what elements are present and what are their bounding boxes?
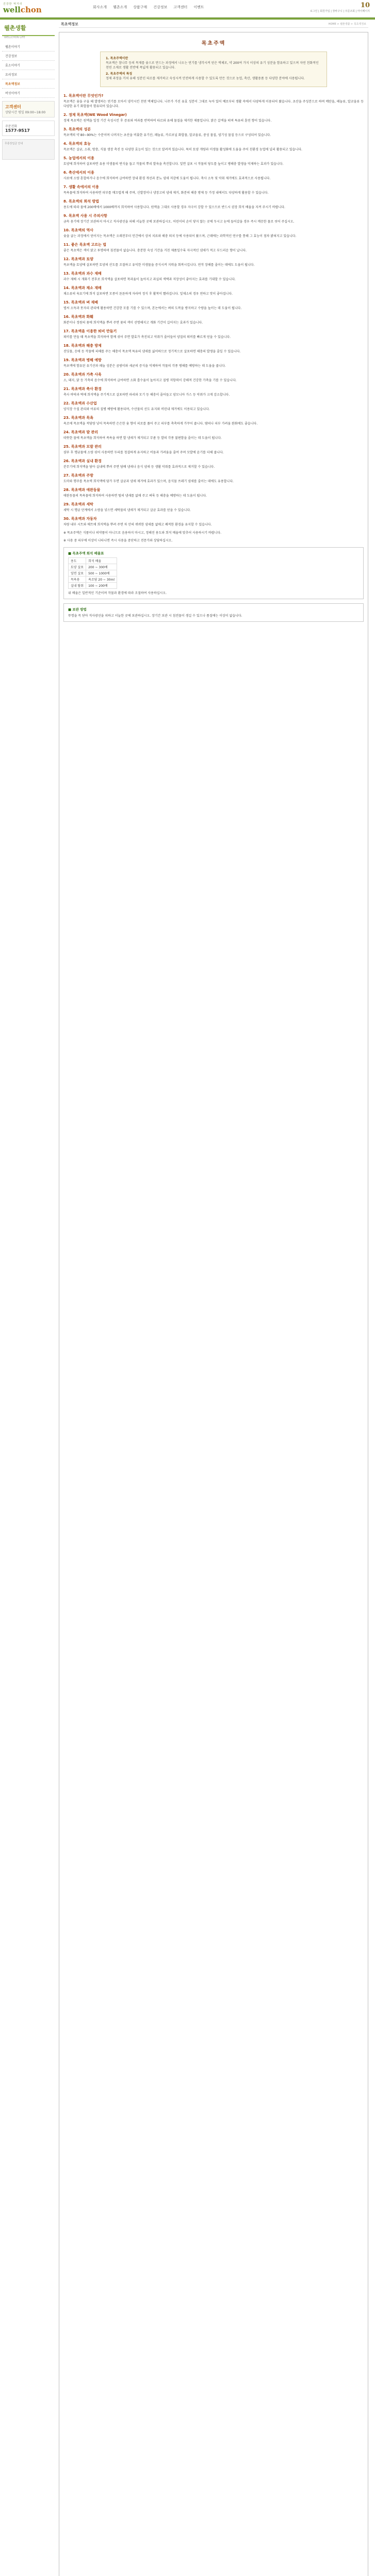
section-heading: 18. 목초액과 해충 방제: [63, 344, 102, 348]
section-text: 화분이나 정원의 꽃에 희석액을 뿌려 주면 꽃의 색이 선명해지고 개화 기간이 길어지는 효과가 있습니다.: [63, 321, 203, 325]
article-section: [63, 93, 364, 109]
main-content: [59, 21, 368, 618]
section-heading: 3. 목초액의 성분: [63, 127, 91, 131]
article-section: [63, 156, 364, 166]
section-text: 진딧물, 응애 등 작물에 피해를 주는 해충이 목초액 특유의 냄새를 싫어하므로 정기적으로 살포하면 해충의 발생을 줄일 수 있습니다.: [63, 350, 241, 353]
article-section: [63, 141, 364, 152]
section-text: 욕조에 목초액을 적당량 넣어 목욕하면 은은한 숯 향이 피로를 풀어 주고 피부를 촉촉하게 가꾸어 줍니다. 땀띠나 피부 가려움 완화에도 좋습니다.: [63, 422, 258, 426]
topnav-item-event[interactable]: 이벤트: [193, 5, 204, 9]
intro-box: [100, 52, 327, 87]
top-nav: [93, 5, 204, 10]
article-section: [63, 487, 364, 498]
site-logo[interactable]: [3, 2, 43, 15]
table-cell: 욕조당 20 ~ 30ml: [86, 577, 117, 583]
section-heading: 19. 목초액과 병해 예방: [63, 358, 102, 362]
sidebar-item-story[interactable]: 웰촌이야기: [2, 42, 55, 52]
section-text: 목욕물에 희석하여 사용하면 피부를 매끄럽게 해 주며, 신발장이나 냉장고의 냄새 제거, 화분의 해충 방제 등 가정 내에서도 다양하게 활용할 수 있습니다.: [63, 191, 269, 195]
article-box: [59, 32, 368, 2576]
top-right: [310, 2, 370, 13]
table-cell: 잎면 살포: [69, 570, 86, 577]
topnav-item-health[interactable]: 건강정보: [153, 5, 168, 9]
section-heading: 21. 목초액과 축사 환경: [63, 387, 102, 391]
article-tables: [63, 547, 364, 622]
page-title: 목초액정보: [61, 22, 78, 26]
intro-paragraph: [106, 56, 321, 70]
table-cell: 용도: [69, 558, 86, 564]
section-heading: 25. 목초액과 모발 관리: [63, 445, 102, 449]
top-links[interactable]: 로그인 | 회원가입 | 장바구니 | 주문조회 | 마이페이지: [309, 10, 370, 13]
article-section: [63, 271, 364, 282]
section-heading: 9. 목초액 사용 시 주의사항: [63, 214, 107, 218]
table-row: [69, 558, 117, 564]
table-row: [69, 570, 117, 577]
section-text: 금속 용기에 장기간 보관하지 마시고 직사광선을 피해 서늘한 곳에 보관하십시오. 어린이의 손이 닿지 않는 곳에 두시고 눈에 들어갔을 경우 즉시 깨끗한 물로 씻어 주십시오.: [63, 220, 295, 224]
article-section: [63, 213, 364, 224]
topnav-item-support[interactable]: 고객센터: [173, 5, 188, 9]
section-heading: 22. 목초액과 수산업: [63, 401, 97, 405]
info-box: [63, 603, 364, 622]
section-heading: 12. 목초액과 토양: [63, 257, 93, 261]
logo-tagline: 건강한 먹거리: [3, 3, 23, 6]
article-section: [63, 473, 364, 484]
section-text: 샴푸 후 헹굼물에 소량 섞어 사용하면 두피를 청결하게 유지하고 비듬과 가려움을 줄여 주며 모발에 윤기를 더해 줍니다.: [63, 451, 224, 454]
article-section: [63, 329, 364, 340]
article-section: [63, 343, 364, 354]
article-section: [63, 358, 364, 368]
sidebar-item-wood-vinegar[interactable]: 목초액정보: [2, 79, 55, 89]
section-heading: 23. 목초액과 목욕: [63, 416, 93, 420]
section-heading: 27. 목초액과 주방: [63, 473, 93, 478]
section-text: 토양에 희석하여 살포하면 유용 미생물의 번식을 돕고 작물의 뿌리 발육을 촉진합니다. 잎면 살포 시 작물의 당도를 높이고 병해충 발생을 억제하는 효과가 있습니다.: [63, 162, 284, 166]
phone-box: [2, 121, 55, 136]
table-row: [69, 564, 117, 570]
customer-center-banner[interactable]: [2, 101, 55, 117]
intro-heading: 1. 목초주액이란: [106, 57, 128, 60]
section-heading: 1. 목초액이란 무엇인가?: [63, 94, 104, 98]
article-section: [63, 242, 364, 253]
section-text: 도마와 행주를 목초액 희석액에 담가 두면 살균과 냄새 제거에 효과가 있으며, 음식물 쓰레기 냄새를 줄이는 데에도 유용합니다.: [63, 480, 234, 483]
section-heading: 10. 목초액의 역사: [63, 228, 93, 232]
sidebar-subtitle: WELLCHON LIFE: [4, 36, 25, 39]
intro-paragraph: [106, 72, 321, 81]
sidebar-item-enzyme[interactable]: 효소이야기: [2, 61, 55, 70]
anniversary-badge: 10: [360, 2, 370, 9]
logo-wordmark: [3, 6, 43, 14]
section-text: 사료에 소량 혼합하거나 음수에 희석하여 급여하면 장내 환경 개선과 분뇨 냄새 저감에 도움이 됩니다. 축사 소독 및 악취 제거에도 효과적으로 사용됩니다.: [63, 177, 271, 180]
article-section: [63, 127, 364, 138]
section-text: 퇴비를 만들 때 목초액을 희석하여 함께 섞어 주면 발효가 촉진되고 악취가 줄어들어 양질의 퇴비를 빠르게 얻을 수 있습니다.: [63, 335, 231, 339]
section-text: 소, 돼지, 닭 등 가축의 음수에 희석하여 급여하면 소화 흡수율이 높아지고 질병 저항력이 강해져 건강한 가축을 기를 수 있습니다.: [63, 379, 237, 382]
article-section: [63, 401, 364, 412]
section-heading: 29. 목초액과 세탁: [63, 502, 93, 506]
table-cell: 희석 배율: [86, 558, 117, 564]
article-section: [63, 112, 364, 123]
section-text: 목초액의 약 80~90%는 수분이며 나머지는 초산을 비롯한 유기산, 페놀류, 카르보닐 화합물, 알코올류, 중성 물질, 염기성 물질 등으로 구성되어 있습니다.: [63, 133, 271, 137]
top-bar: [0, 0, 375, 18]
article-notes: [63, 531, 364, 543]
sidebar-item-health[interactable]: 건강정보: [2, 52, 55, 61]
section-heading: 16. 목초액과 화훼: [63, 315, 93, 319]
phone-label: 주문전화: [5, 125, 18, 128]
article-section: [63, 314, 364, 325]
section-text: 정제 목초액은 원액을 일정 기간 숙성시킨 후 증류와 여과를 반복하여 타르와 유해 물질을 제거한 제품입니다. 맑은 갈색을 띠며 특유의 훈연 향이 있습니다.: [63, 119, 272, 123]
section-text: 따뜻한 물에 목초액을 희석하여 족욕을 하면 발 냄새가 제거되고 무좀 등 발의 각종 불편함을 줄이는 데 도움이 됩니다.: [63, 436, 222, 440]
article-section: [63, 516, 364, 527]
bank-info-box: 무통장입금 안내: [2, 139, 55, 160]
article-section: [63, 184, 364, 195]
article-section: [63, 228, 364, 239]
info-box-heading: ■ 목초주액 희석 배율표: [68, 551, 104, 555]
section-text: 과수 재배 시 개화기 전후로 희석액을 살포하면 착과율이 높아지고 과실의 색택과 저장성이 좋아지는 효과를 기대할 수 있습니다.: [63, 278, 236, 281]
section-heading: 24. 목초액과 발 관리: [63, 430, 99, 434]
section-text: 분무기에 희석액을 담아 실내에 뿌려 주면 담배 냄새나 음식 냄새 등 생활 악취를 효과적으로 제거할 수 있습니다.: [63, 465, 215, 469]
info-box: [63, 547, 364, 599]
section-text: 목초액에 함유된 유기산과 페놀 성분은 곰팡이와 세균의 증식을 억제하여 작물의 각종 병해를 예방하는 데 도움을 줍니다.: [63, 364, 226, 368]
section-heading: 14. 목초액과 채소 재배: [63, 286, 102, 290]
section-heading: 26. 목초액과 실내 환경: [63, 459, 102, 463]
section-heading: 2. 정제 목초액(WE Wood Vinegar): [63, 113, 127, 117]
article-section: [63, 386, 364, 397]
caution-note: ※ 목초주액은 식품이나 의약품이 아니므로 음용하지 마시고, 정해진 용도와 희석 배율에 맞추어 사용하시기 바랍니다.: [63, 531, 222, 535]
section-heading: 4. 목초액의 효능: [63, 142, 91, 146]
intro-heading: 2. 목초주액의 특징: [106, 72, 133, 76]
section-text: 세탁 시 헹굼 단계에서 소량을 넣으면 세탁물의 냄새가 제거되고 살균 효과를 얻을 수 있습니다.: [63, 509, 191, 512]
section-text: 좋은 목초액은 색이 맑고 투명하며 침전물이 없습니다. 충분한 숙성 기간을 거친 제품일수록 자극적인 냄새가 적고 부드러운 향이 납니다.: [63, 249, 247, 252]
table-cell: 목욕용: [69, 577, 86, 583]
article-section: [63, 257, 364, 267]
article-section: [63, 372, 364, 383]
section-heading: 13. 목초액과 과수 재배: [63, 272, 102, 276]
section-text: 용도에 따라 물에 200배에서 1000배까지 희석하여 사용합니다. 원액을 그대로 사용할 경우 자극이 강할 수 있으므로 반드시 권장 희석 배율을 지켜 주시기 바랍니다.: [63, 206, 285, 209]
section-heading: 28. 목초액과 애완동물: [63, 488, 101, 492]
section-heading: 30. 목초액과 자동차: [63, 517, 97, 521]
article-section: [63, 199, 364, 210]
info-box-text: 뚜껑을 꼭 닫아 직사광선을 피하고 서늘한 곳에 보관하십시오. 장기간 보관 시 침전물이 생길 수 있으나 품질에는 이상이 없습니다.: [68, 614, 242, 618]
logo-word-a: well: [3, 5, 21, 14]
section-heading: 7. 생활 속에서의 이용: [63, 185, 99, 189]
article-title: 목초주액: [201, 41, 226, 46]
section-heading: 11. 좋은 목초액 고르는 법: [63, 243, 107, 247]
article-section: [63, 444, 364, 455]
sidebar: [2, 21, 55, 160]
sidebar-title: 웰촌생활: [2, 21, 55, 36]
section-heading: 20. 목초액과 가축 사육: [63, 372, 102, 377]
table-row: [69, 577, 117, 583]
article-section: [63, 430, 364, 440]
dilution-table: [68, 557, 117, 589]
table-cell: 실내 탈취: [69, 583, 86, 589]
article-section: [63, 459, 364, 469]
section-text: 목초액은 살균, 소취, 방충, 식물 생장 촉진 등 다양한 효능이 있는 것으로 알려져 있습니다. 특히 토양 개량과 미생물 활성화에 도움을 주어 친환경 농업에 널리 활용되고 있습니다.: [63, 148, 302, 151]
section-text: 채소류의 육묘기에 희석 살포하면 모종이 튼튼하게 자라며 정식 후 활착이 빨라집니다. 잎채소의 경우 연하고 맛이 좋아집니다.: [63, 292, 233, 296]
banner-title: 고객센터: [5, 105, 21, 109]
section-text: 목초액을 토양에 살포하면 토양의 산도를 조절하고 유익한 미생물을 증식시켜 지력을 회복시킵니다. 연작 장해를 줄이는 데에도 도움이 됩니다.: [63, 263, 255, 267]
article-section: [63, 285, 364, 296]
intro-text: 정제 과정을 거쳐 유해 성분인 타르를 제거하고 숙성시켜 안전하게 사용할 수 있도록 만든 것으로 농업, 축산, 생활용품 등 다양한 분야에 사용됩니다.: [106, 77, 305, 80]
table-cell: 100 ~ 200배: [86, 583, 117, 589]
article-section: [63, 502, 364, 513]
table-cell: 500 ~ 1000배: [86, 570, 117, 577]
article-section: [63, 300, 364, 311]
banner-text: 상담시간 평일 09:00~18:00: [5, 111, 46, 114]
section-heading: 5. 농업에서의 이용: [63, 156, 94, 160]
section-text: 양식장 수질 관리와 어류의 질병 예방에 활용되며, 수산물의 선도 유지와 비린내 제거에도 이용되고 있습니다.: [63, 408, 210, 411]
section-heading: 8. 목초액의 희석 방법: [63, 199, 99, 204]
table-cell: 200 ~ 300배: [86, 564, 117, 570]
section-heading: 6. 축산에서의 이용: [63, 171, 94, 175]
topnav-item-company[interactable]: 회사소개: [93, 5, 107, 9]
section-heading: 15. 목초액과 벼 재배: [63, 300, 99, 304]
table-row: [69, 583, 117, 589]
article-section: [63, 170, 364, 181]
section-text: 목초액은 숯을 구울 때 발생하는 연기를 모아서 냉각시킨 천연 액체입니다. 나무가 가진 유효 성분이 그대로 녹아 있어 예로부터 생활 속에서 다양하게 이용되어 왔습니다. 초산을 주성분으로 하며 메탄올, 페놀류, 알코올류 등 다양한 유기 화합물이 함유되어 있습니다.: [63, 100, 364, 108]
breadcrumb-bar: [59, 21, 368, 28]
section-text: 애완동물의 목욕물에 희석하여 사용하면 털의 냄새를 없애 주고 벼룩 등 해충을 예방하는 데 도움이 됩니다.: [63, 494, 207, 498]
article-section: [63, 415, 364, 426]
topnav-item-about[interactable]: 웰촌소개: [113, 5, 127, 9]
accent-bar: [0, 18, 375, 20]
topnav-item-shop[interactable]: 상품구매: [133, 5, 148, 9]
section-text: 숯을 굽는 과정에서 얻어지는 목초액은 오래전부터 민간에서 상처 치료와 해충 퇴치 등에 사용되어 왔으며, 근래에는 과학적인 연구를 통해 그 효능이 점차 밝혀지고 있습니다.: [63, 234, 297, 238]
table-cell: 토양 살포: [69, 564, 86, 570]
sidebar-item-cooking[interactable]: 요리정보: [2, 70, 55, 79]
section-text: 볍씨 소독과 못자리 관리에 활용하면 건강한 모를 기를 수 있으며, 본논에서는 벼의 도복을 방지하고 수량을 높이는 데 도움이 됩니다.: [63, 307, 242, 310]
article-sections: [63, 93, 364, 527]
info-box-heading: ■ 보관 방법: [68, 607, 87, 612]
section-heading: 17. 목초액을 이용한 퇴비 만들기: [63, 329, 117, 333]
caution-note: ※ 사용 중 피부에 이상이 나타나면 즉시 사용을 중단하고 전문가와 상담하십시오.: [63, 539, 173, 543]
phone-number: 1577-9517: [5, 128, 30, 133]
breadcrumb[interactable]: HOME > 웰촌생활 > 목초액정보: [328, 23, 366, 26]
sidebar-item-mushroom[interactable]: 버섯이야기: [2, 89, 55, 98]
intro-text: 목초액은 참나무 등의 목재를 숯으로 만드는 과정에서 나오는 연기를 냉각시켜 얻은 액체로, 약 200여 가지 이상의 유기 성분을 함유하고 있으며 자연 친화적인 천연 소재로 생활 전반에 폭넓게 활용되고 있습니다.: [106, 61, 319, 70]
logo-word-b: chon: [20, 5, 42, 14]
section-text: 축사 바닥과 벽에 희석액을 주기적으로 살포하면 파리와 모기 등 해충이 줄어들고 암모니아 가스 등 악취가 크게 감소합니다.: [63, 393, 230, 397]
section-text: 차량 내부 시트와 매트에 희석액을 뿌려 주면 차 안의 퀴퀴한 냄새를 없애고 쾌적한 환경을 유지할 수 있습니다.: [63, 523, 212, 527]
info-box-text: 위 배율은 일반적인 기준이며 작물과 환경에 따라 조절하여 사용하십시오.: [68, 591, 167, 595]
